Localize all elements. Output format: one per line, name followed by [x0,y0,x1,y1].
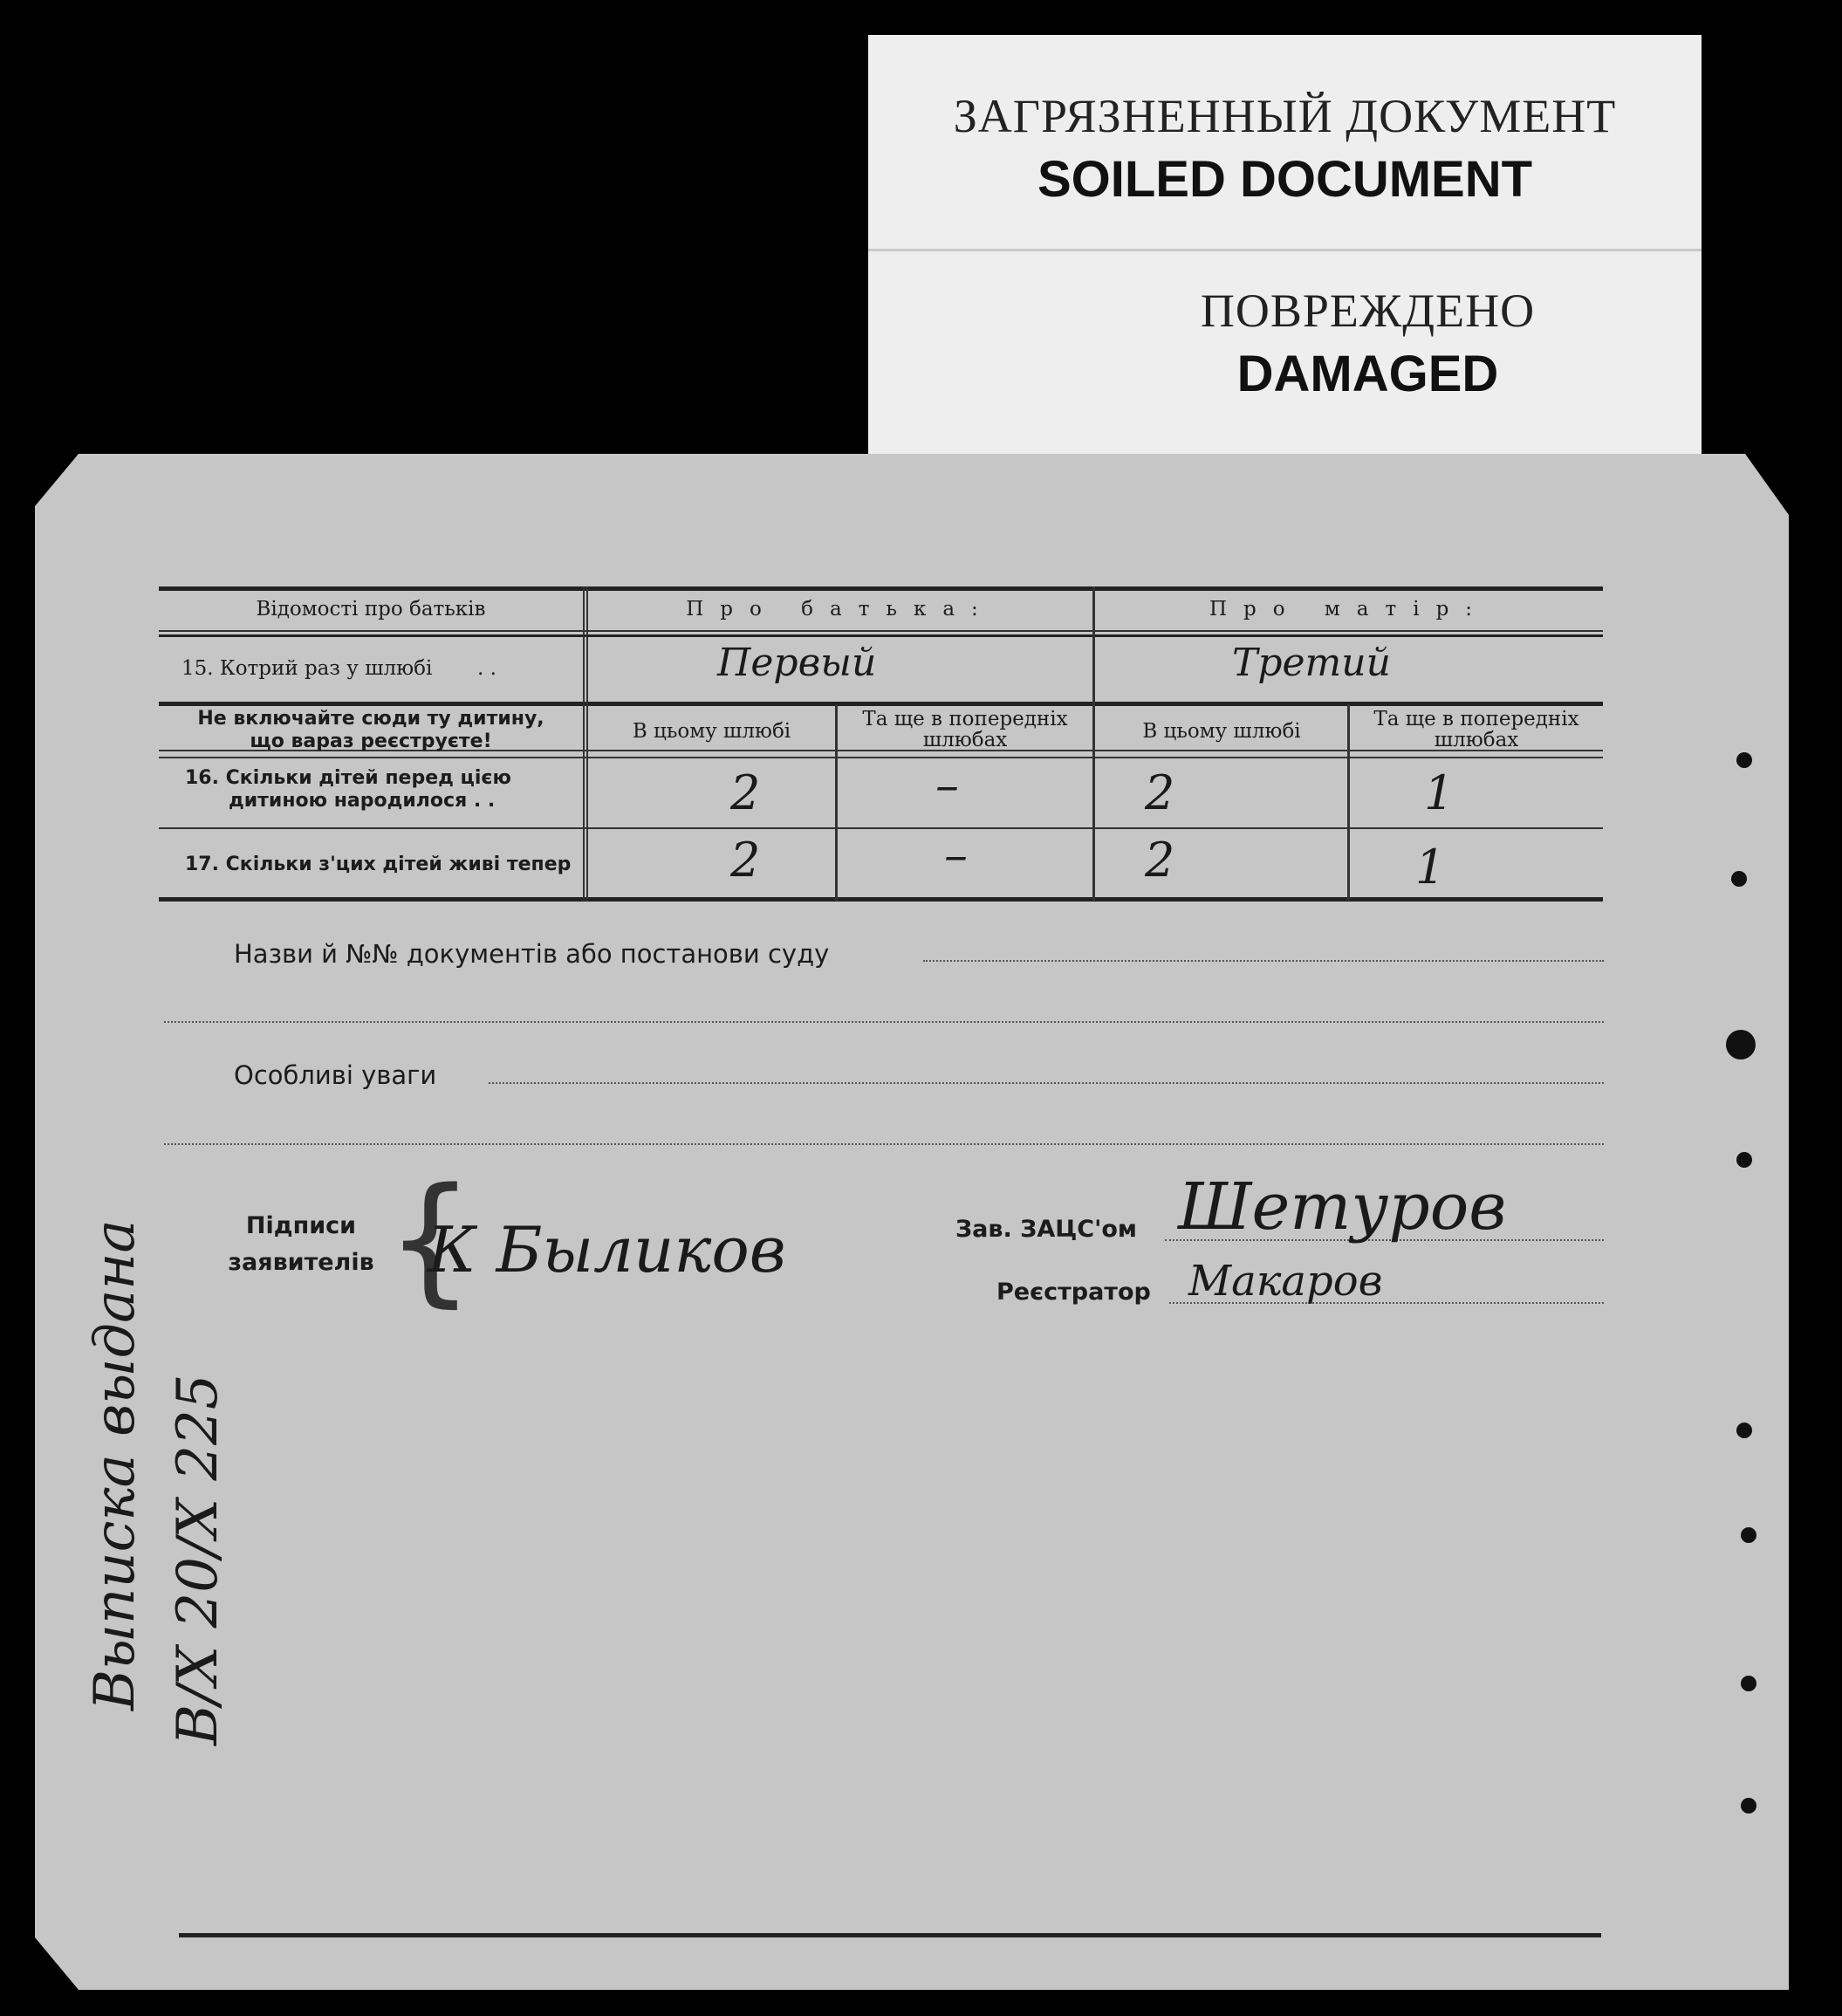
row16-mother-prev: 1 [1424,765,1455,820]
special-notes-label: Особливі уваги [234,1060,437,1090]
header-parents-info: Відомості про батьків [256,598,486,621]
applicants-brace: { [386,1157,475,1320]
punch-hole [1731,871,1747,887]
documents-field-line [923,960,1604,962]
label-divider [868,249,1702,251]
damaged-en-text: DAMAGED [1236,346,1499,402]
mother-previous-header-2: шлюбах [1434,729,1519,751]
row16-mother-this: 2 [1145,765,1175,820]
row17-father-prev: – [944,827,968,882]
row16-father-prev: – [935,758,959,813]
mother-previous-header-1: Та ще в попередніх [1373,708,1579,730]
row15-dots: . . [477,657,496,680]
punch-hole [1741,1676,1756,1691]
applicants-signatures-label [223,1208,380,1281]
bottom-rule [179,1933,1601,1937]
punch-hole [1736,1423,1752,1438]
soiled-label-top [868,35,1702,214]
row16-label-line1: 16. Скільки дітей перед цією [185,767,511,789]
soiled-document-label [868,35,1702,463]
father-previous-header-2: шлюбах [922,729,1008,751]
punch-hole [1741,1798,1756,1814]
damaged-ru-text: ПОВРЕЖДЕНО [1200,285,1536,337]
father-previous-header-1: Та ще в попередніх [862,708,1068,730]
special-notes-line-2 [164,1143,1604,1145]
exclude-note-line2: що вараз реєструєте! [250,730,492,752]
punch-hole [1736,752,1752,768]
soiled-ru-text: ЗАГРЯЗНЕННЫЙ ДОКУМЕНТ [953,90,1617,142]
head-signature: Шетуров [1178,1169,1507,1245]
documents-field-line-2 [164,1021,1604,1023]
row15-label: 15. Котрий раз у шлюбі [181,657,433,680]
applicants-label-line1: Підписи [245,1212,357,1239]
header-mother: Про матір: [1209,598,1489,621]
row17-label: 17. Скільки з'цих дітей живі тепер [185,854,572,875]
row16-label-line2: дитиною народилося . . [229,790,496,812]
header-father: Про батька: [686,598,995,621]
mother-this-marriage-header: В цьому шлюбі [1142,720,1301,743]
margin-note-line2: В/Х 20/X 225 [166,1374,230,1745]
row16-father-this: 2 [730,765,761,820]
row17-mother-prev: 1 [1415,840,1446,895]
punch-hole [1736,1152,1752,1168]
documents-field-label: Назви й №№ документів або постанови суду [234,939,830,969]
registrar-label: Реєстратор [996,1279,1151,1306]
punch-hole [1741,1527,1756,1543]
row15-father-value: Первый [717,641,877,685]
punch-hole [1726,1030,1756,1059]
row17-mother-this: 2 [1145,833,1175,888]
row17-father-this: 2 [730,833,761,888]
applicants-label-line2: заявителів [228,1249,374,1276]
row15-mother-value: Третий [1232,641,1391,685]
registrar-signature: Макаров [1188,1257,1383,1306]
exclude-note-line1: Не включайте сюди ту дитину, [197,708,544,730]
father-this-marriage-header: В цьому шлюбі [632,720,791,743]
margin-note-line1: Выписка выдана [83,1219,147,1711]
applicant-signature: К Быликов [428,1213,786,1286]
soiled-en-text: SOILED DOCUMENT [1037,151,1533,208]
head-registry-label: Зав. ЗАЦС'ом [955,1216,1137,1243]
special-notes-line [489,1082,1604,1084]
